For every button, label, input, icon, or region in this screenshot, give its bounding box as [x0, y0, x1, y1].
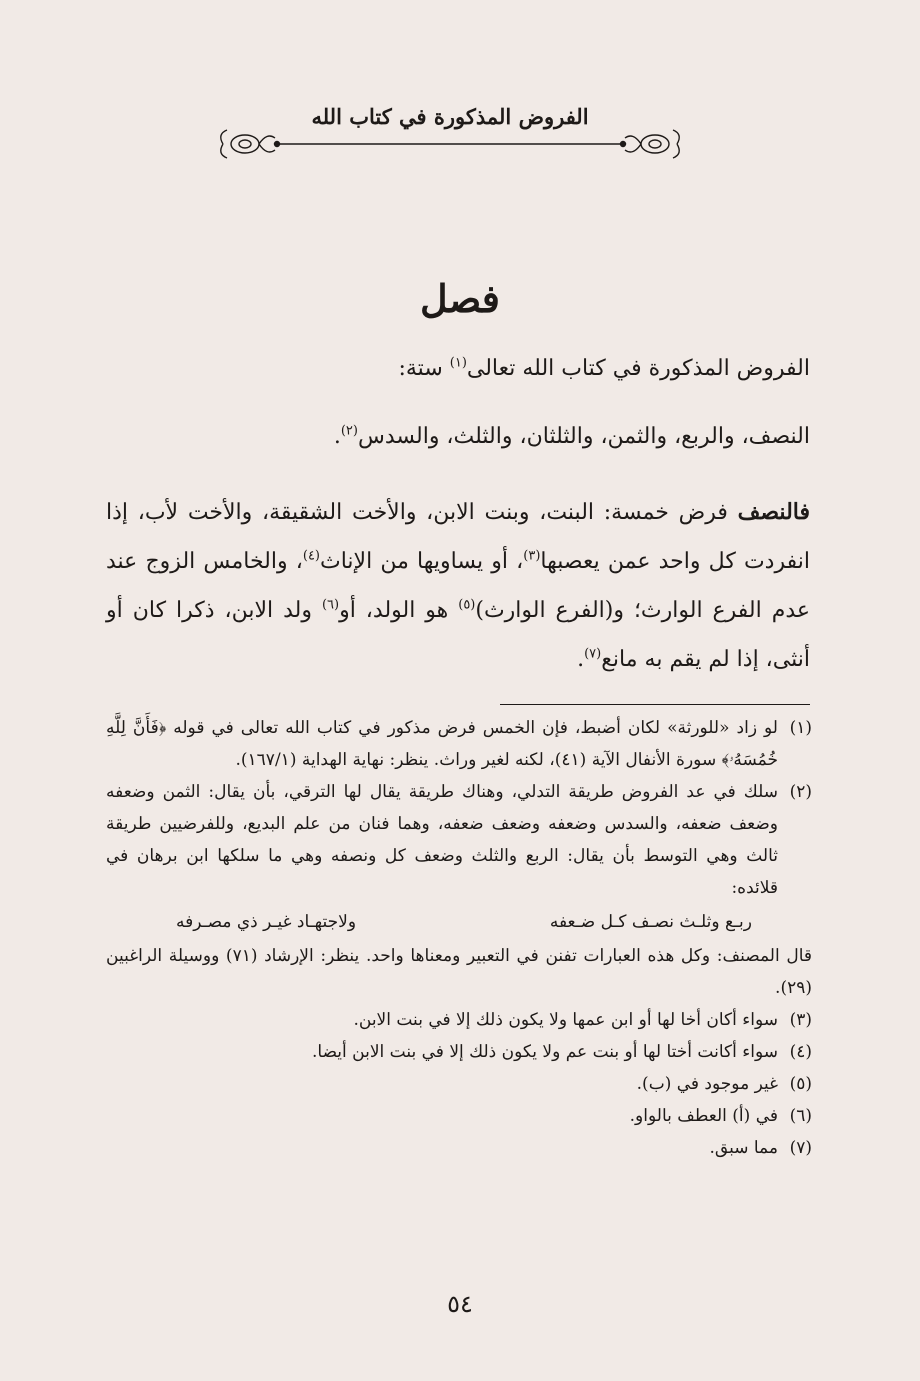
intro-line-1-tail: ستة:: [398, 356, 450, 381]
footnote-number: (٣): [789, 1010, 812, 1030]
paragraph-part-3: ، والخامس الزوج عند عدم الفرع الوارث؛ و(الفرع الوارث): [106, 549, 811, 623]
ornamental-rule-icon: [215, 122, 685, 166]
footnote-6: [106, 1100, 812, 1132]
paragraph-part-4: هو الولد، أو: [339, 598, 459, 623]
footnote-5: [106, 1068, 812, 1100]
footnote-2-continuation: [106, 940, 812, 1004]
paragraph-part-2: ، أو يساويها من الإناث: [320, 549, 524, 574]
footnote-3: [106, 1004, 812, 1036]
poem-verse: [106, 904, 812, 940]
footnote-text: سواء أكان أخا لها أو ابن عمها ولا يكون ذلك إلا في بنت الابن.: [353, 1010, 778, 1030]
paragraph-part-6: .: [577, 647, 585, 672]
verse-first-hemistich: ربـع وثلـث نصـف كـل ضـعفه: [549, 912, 752, 932]
footnote-number: (٢): [789, 782, 812, 802]
footnote-ref-5: (٥): [458, 597, 476, 613]
footnote-number: (٥): [789, 1074, 812, 1094]
footnote-ref-1: (١): [449, 355, 467, 371]
paragraph-part-1: فرض خمسة: البنت، وبنت الابن، والأخت الشقيقة، والأخت لأب، إذا انفردت كل واحد عمن يعصبها: [106, 500, 810, 574]
footnote-text: مما سبق.: [709, 1138, 778, 1158]
intro-line-2: [106, 424, 810, 449]
intro-line-1: [106, 356, 810, 381]
footnote-number: (٦): [789, 1106, 812, 1126]
footnote-4: [106, 1036, 812, 1068]
footnote-text: قال المصنف: وكل هذه العبارات تفنن في التعبير ومعناها واحد. ينظر: الإرشاد (٧١) ووسيلة الراغبين (٢٩).: [106, 946, 812, 998]
footnotes-section: [106, 712, 812, 1164]
lead-word: فالنصف: [737, 499, 810, 525]
intro-line-2-tail: .: [333, 424, 341, 449]
footnote-7: [106, 1132, 812, 1164]
main-paragraph: [106, 488, 810, 684]
footnote-1: [106, 712, 812, 776]
footnote-text: غير موجود في (ب).: [636, 1074, 778, 1094]
footnote-2: [106, 776, 812, 904]
footnote-ref-4: (٤): [302, 548, 320, 564]
running-header: الفروض المذكورة في كتاب الله: [311, 104, 589, 129]
verse-second-hemistich: ولاجتهـاد غيـر ذي مصـرفه: [176, 912, 357, 932]
footnote-text: لو زاد «للورثة» لكان أضبط، فإن الخمس فرض مذكور في كتاب الله تعالى في قوله ﴿فَأَنَّ لِلَّهِ خُمُسَهُۥ﴾ سورة الأنفال الآية (٤١)، لكنه لغير وراث. ينظر: نهاية الهداية (١٦٧/١).: [106, 718, 778, 770]
footnote-text: سلك في عد الفروض طريقة التدلي، وهناك طريقة يقال لها الترقي، بأن يقال: الثمن وضعفه وضعف ضعفه، والسدس وضعفه وضعف ضعفه، وهما فنان من علم البديع، وللفرضيين طريقة ثالث وهي التوسط بأن يقال: الربع والثلث وضعف كل ونصفه وهي ما سلكها ابن برهان في قلائده:: [106, 782, 778, 898]
footnote-number: (٤): [789, 1042, 812, 1062]
footnote-text: في (أ) العطف بالواو.: [629, 1106, 778, 1126]
paragraph-part-5: ولد الابن، ذكرا كان أو أنثى، إذا لم يقم به مانع: [106, 598, 810, 672]
intro-line-1-text: الفروض المذكورة في كتاب الله تعالى: [466, 356, 810, 381]
footnote-ref-7: (٧): [584, 646, 602, 662]
footnote-ref-2: (٢): [340, 423, 358, 439]
footnote-ref-3: (٣): [523, 548, 541, 564]
footnote-number: (٧): [789, 1138, 812, 1158]
footnote-number: (١): [789, 718, 812, 738]
footnote-divider: [500, 704, 810, 705]
page-number: ٥٤: [447, 1290, 473, 1318]
chapter-title: فصل: [420, 276, 500, 321]
footnote-text: سواء أكانت أختا لها أو بنت عم ولا يكون ذلك إلا في بنت الابن أيضا.: [311, 1042, 778, 1062]
footnote-ref-6: (٦): [321, 597, 340, 613]
intro-line-2-text: النصف، والربع، والثمن، والثلثان، والثلث، والسدس: [357, 424, 810, 449]
